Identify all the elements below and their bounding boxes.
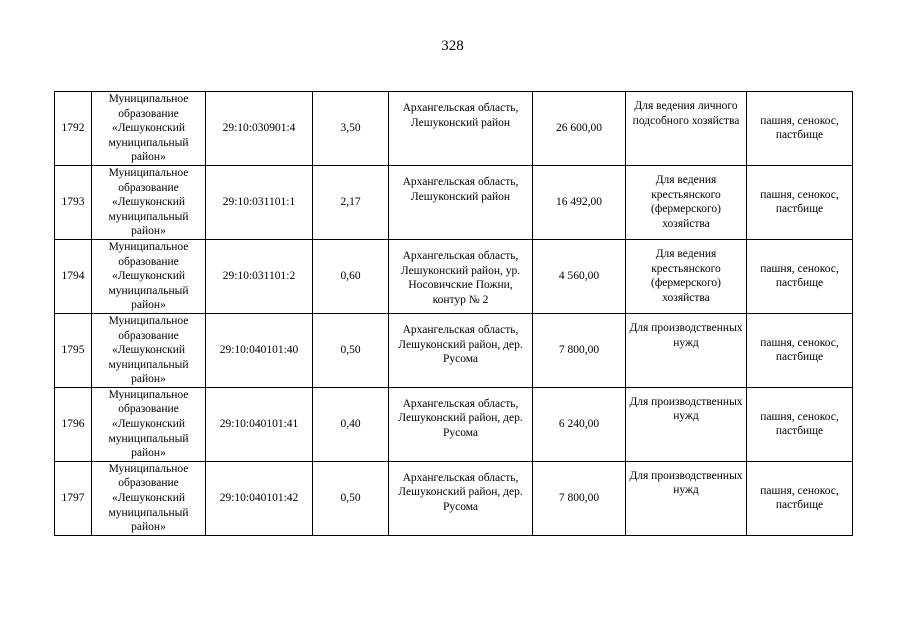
- address-cell-text: Архангельская область, Лешуконский район, дер. Русома: [398, 397, 523, 440]
- record-number-cell: [55, 387, 92, 461]
- table-row: [55, 313, 853, 387]
- record-number-cell-text: 1795: [61, 344, 85, 357]
- purpose-cell-text: Для ведения крестьянского (фермерского) хозяйства: [651, 247, 721, 304]
- cadastral-number-cell: [206, 239, 313, 313]
- record-number-cell-text: 1794: [61, 270, 85, 283]
- purpose-cell: [626, 313, 747, 387]
- land-use-cell-text: пашня, сенокос, пастбище: [760, 188, 839, 216]
- land-use-cell: [747, 313, 853, 387]
- value-cell-text: 7 800,00: [558, 492, 600, 505]
- address-cell-text: Архангельская область, Лешуконский район, ур. Носовичские Пожни, контур № 2: [400, 249, 521, 306]
- value-cell-text: 7 800,00: [558, 344, 600, 357]
- owner-cell-text: Муниципальное образование «Лешуконский муниципальный район»: [108, 93, 189, 164]
- owner-cell: [92, 461, 206, 535]
- owner-cell: [92, 92, 206, 166]
- area-cell-text: 0,40: [340, 418, 361, 431]
- value-cell-text: 4 560,00: [558, 270, 600, 283]
- cadastral-number-cell-text: 29:10:040101:42: [219, 492, 299, 505]
- record-number-cell: [55, 461, 92, 535]
- table-row: [55, 387, 853, 461]
- area-cell-text: 3,50: [340, 122, 361, 135]
- cadastral-number-cell-text: 29:10:040101:40: [219, 344, 299, 357]
- record-number-cell-text: 1793: [61, 196, 85, 209]
- purpose-cell-text: Для ведения крестьянского (фермерского) хозяйства: [651, 173, 721, 230]
- cadastral-number-cell-text: 29:10:031101:2: [222, 270, 296, 283]
- owner-cell-text: Муниципальное образование «Лешуконский муниципальный район»: [108, 388, 189, 460]
- land-use-cell-text: пашня, сенокос, пастбище: [760, 484, 839, 512]
- owner-cell: [92, 387, 206, 461]
- land-use-cell: [747, 92, 853, 166]
- record-number-cell: [55, 92, 92, 166]
- cadastral-number-cell: [206, 92, 313, 166]
- value-cell-text: 16 492,00: [556, 196, 602, 209]
- area-cell-text: 0,60: [340, 270, 361, 283]
- land-use-cell-text: пашня, сенокос, пастбище: [760, 262, 839, 290]
- purpose-cell: [626, 461, 747, 535]
- area-cell-text: 0,50: [340, 492, 361, 505]
- address-cell: [389, 165, 533, 239]
- cadastral-number-cell: [206, 313, 313, 387]
- cadastral-number-cell-text: 29:10:031101:1: [222, 196, 296, 209]
- table-row: [55, 92, 853, 166]
- record-number-cell-text: 1792: [61, 122, 85, 135]
- record-number-cell: [55, 239, 92, 313]
- purpose-cell: [626, 165, 747, 239]
- table-row: [55, 165, 853, 239]
- purpose-cell-text: Для производственных нужд: [629, 321, 743, 349]
- owner-cell-text: Муниципальное образование «Лешуконский муниципальный район»: [108, 314, 189, 386]
- land-use-cell-text: пашня, сенокос, пастбище: [760, 336, 839, 364]
- page-number: 328: [441, 38, 464, 54]
- value-cell: [533, 461, 626, 535]
- area-cell: [313, 92, 389, 166]
- area-cell: [313, 165, 389, 239]
- owner-cell: [92, 313, 206, 387]
- owner-cell-text: Муниципальное образование «Лешуконский муниципальный район»: [108, 462, 189, 534]
- land-use-cell: [747, 165, 853, 239]
- address-cell-text: Архангельская область, Лешуконский район: [402, 175, 519, 203]
- address-cell-text: Архангельская область, Лешуконский район, дер. Русома: [398, 471, 523, 514]
- land-use-cell-text: пашня, сенокос, пастбище: [760, 114, 839, 142]
- purpose-cell-text: Для ведения личного подсобного хозяйства: [632, 100, 740, 127]
- owner-cell-text: Муниципальное образование «Лешуконский муниципальный район»: [108, 166, 189, 238]
- land-use-cell-text: пашня, сенокос, пастбище: [760, 410, 839, 438]
- owner-cell: [92, 165, 206, 239]
- owner-cell-text: Муниципальное образование «Лешуконский муниципальный район»: [108, 240, 189, 312]
- record-number-cell-text: 1796: [61, 418, 85, 431]
- value-cell-text: 26 600,00: [556, 122, 602, 135]
- table-body: [55, 92, 853, 536]
- value-cell: [533, 165, 626, 239]
- purpose-cell: [626, 387, 747, 461]
- purpose-cell-text: Для производственных нужд: [629, 469, 743, 497]
- cadastral-number-cell-text: 29:10:040101:41: [219, 418, 299, 431]
- value-cell: [533, 92, 626, 166]
- owner-cell: [92, 239, 206, 313]
- area-cell: [313, 461, 389, 535]
- area-cell: [313, 313, 389, 387]
- area-cell: [313, 239, 389, 313]
- land-use-cell: [747, 461, 853, 535]
- land-registry-table: [54, 91, 853, 536]
- address-cell: [389, 387, 533, 461]
- record-number-cell: [55, 165, 92, 239]
- table-row: [55, 239, 853, 313]
- area-cell: [313, 387, 389, 461]
- cadastral-number-cell: [206, 165, 313, 239]
- area-cell-text: 0,50: [340, 344, 361, 357]
- purpose-cell: [626, 92, 747, 166]
- address-cell: [389, 239, 533, 313]
- value-cell: [533, 387, 626, 461]
- address-cell: [389, 92, 533, 166]
- purpose-cell: [626, 239, 747, 313]
- address-cell-text: Архангельская область, Лешуконский район: [402, 102, 519, 129]
- table-row: [55, 461, 853, 535]
- land-use-cell: [747, 239, 853, 313]
- value-cell: [533, 313, 626, 387]
- cadastral-number-cell: [206, 387, 313, 461]
- land-use-cell: [747, 387, 853, 461]
- address-cell: [389, 313, 533, 387]
- value-cell: [533, 239, 626, 313]
- cadastral-number-cell-text: 29:10:030901:4: [222, 122, 296, 135]
- record-number-cell-text: 1797: [61, 492, 85, 505]
- cadastral-number-cell: [206, 461, 313, 535]
- address-cell-text: Архангельская область, Лешуконский район, дер. Русома: [398, 323, 523, 366]
- record-number-cell: [55, 313, 92, 387]
- area-cell-text: 2,17: [340, 196, 361, 209]
- value-cell-text: 6 240,00: [558, 418, 600, 431]
- address-cell: [389, 461, 533, 535]
- purpose-cell-text: Для производственных нужд: [629, 395, 743, 423]
